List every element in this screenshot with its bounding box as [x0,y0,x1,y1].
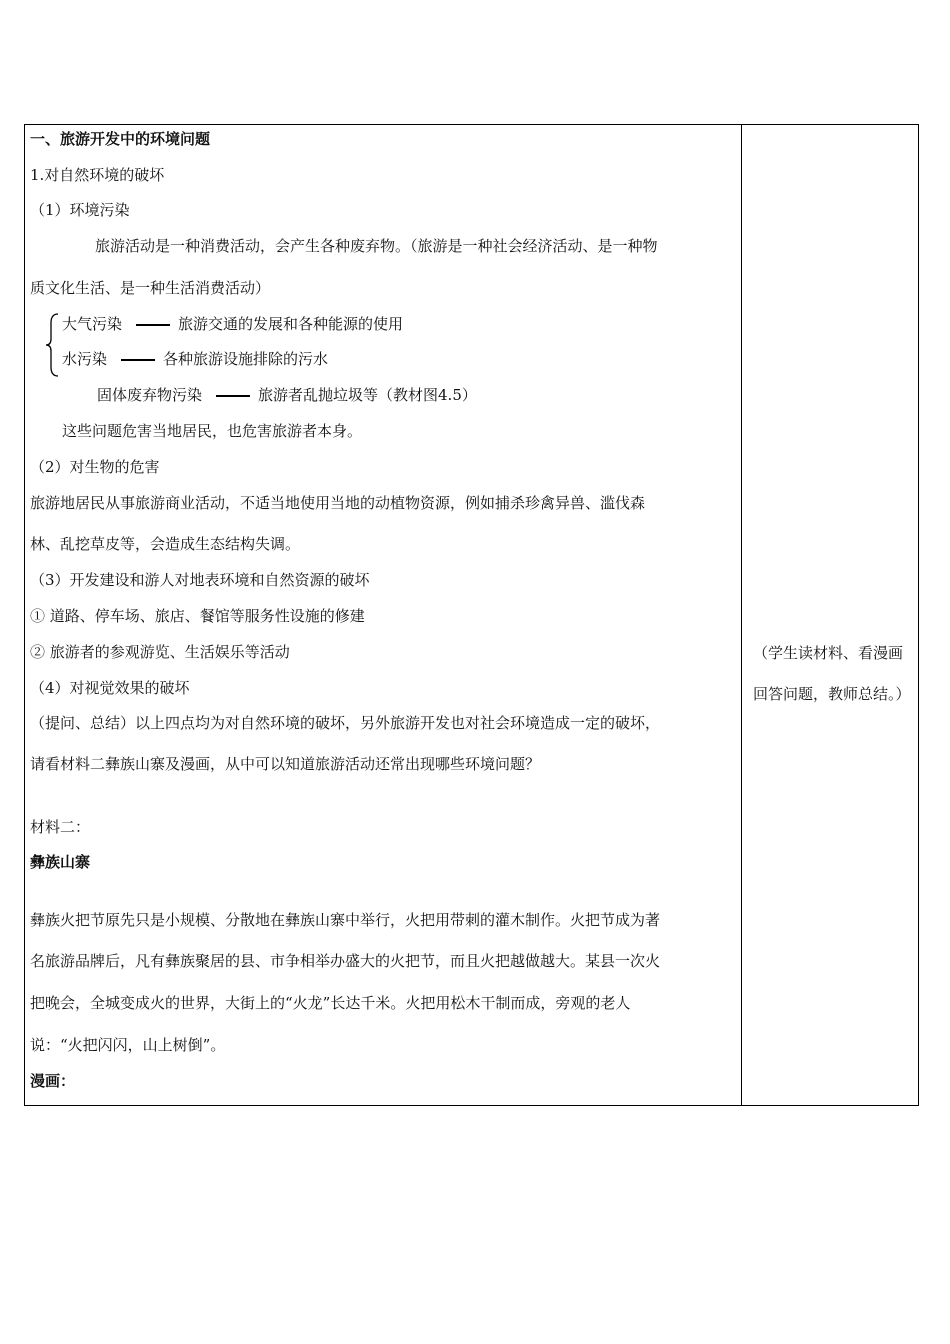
paragraph-line: 质文化生活、是一种生活消费活动） [30,279,271,297]
point-heading-1: （1）环境污染 [30,201,130,219]
pollution-cause: 旅游者乱抛垃圾等（教材图4.5） [258,386,477,404]
paragraph-line: 名旅游品牌后，凡有彝族聚居的县、市争相举办盛大的火把节，而且火把越做越大。某县一次火 [30,952,661,970]
side-note: （学生读材料、看漫画回答问题，教师总结。） [753,644,911,703]
list-item: ② 旅游者的参观游览、生活娱乐等活动 [30,643,290,661]
point-heading-4: （4）对视觉效果的破坏 [30,679,190,697]
point-heading-3: （3）开发建设和游人对地表环境和自然资源的破坏 [30,571,370,589]
paragraph-line: 说：“火把闪闪，山上树倒”。 [30,1036,226,1054]
section-title: 一、旅游开发中的环境问题 [30,130,211,148]
pollution-row [97,385,477,405]
point-heading-2: （2）对生物的危害 [30,458,160,476]
pollution-type: 水污染 [62,350,108,368]
dash-line [216,395,250,397]
column-divider [741,125,742,1105]
paragraph-line: 林、乱挖草皮等，会造成生态结构失调。 [30,535,301,553]
pollution-row [62,314,403,334]
paragraph-line: 请看材料二彝族山寨及漫画，从中可以知道旅游活动还常出现哪些环境问题？ [30,755,541,773]
cartoon-label: 漫画： [30,1072,76,1090]
paragraph-line: 把晚会，全城变成火的世界，大街上的“火龙”长达千米。火把用松木干制而成，旁观的老人 [30,994,631,1012]
pollution-cause: 旅游交通的发展和各种能源的使用 [178,315,404,333]
paragraph-line: （提问、总结）以上四点均为对自然环境的破坏，另外旅游开发也对社会环境造成一定的破坏， [30,714,661,732]
material-title: 彝族山寨 [30,853,91,871]
dash-line [121,359,155,361]
paragraph-line: 这些问题危害当地居民，也危害旅游者本身。 [62,422,363,440]
subsection-heading: 1.对自然环境的破坏 [30,166,165,184]
paragraph-line: 彝族火把节原先只是小规模、分散地在彝族山寨中举行，火把用带刺的灌木制作。火把节成为著 [30,911,661,929]
pollution-type: 大气污染 [62,315,123,333]
pollution-row [62,349,328,369]
paragraph-line: 旅游活动是一种消费活动，会产生各种废弃物。（旅游是一种社会经济活动、是一种物 [95,237,658,255]
lesson-table [24,124,919,1106]
pollution-type: 固体废弃物污染 [97,386,203,404]
pollution-cause: 各种旅游设施排除的污水 [163,350,329,368]
paragraph-line: 旅游地居民从事旅游商业活动，不适当地使用当地的动植物资源，例如捕杀珍禽异兽、滥伐森 [30,494,646,512]
dash-line [136,324,170,326]
material-label: 材料二： [30,818,91,836]
brace-icon [45,313,59,377]
list-item: ① 道路、停车场、旅店、餐馆等服务性设施的修建 [30,607,365,625]
